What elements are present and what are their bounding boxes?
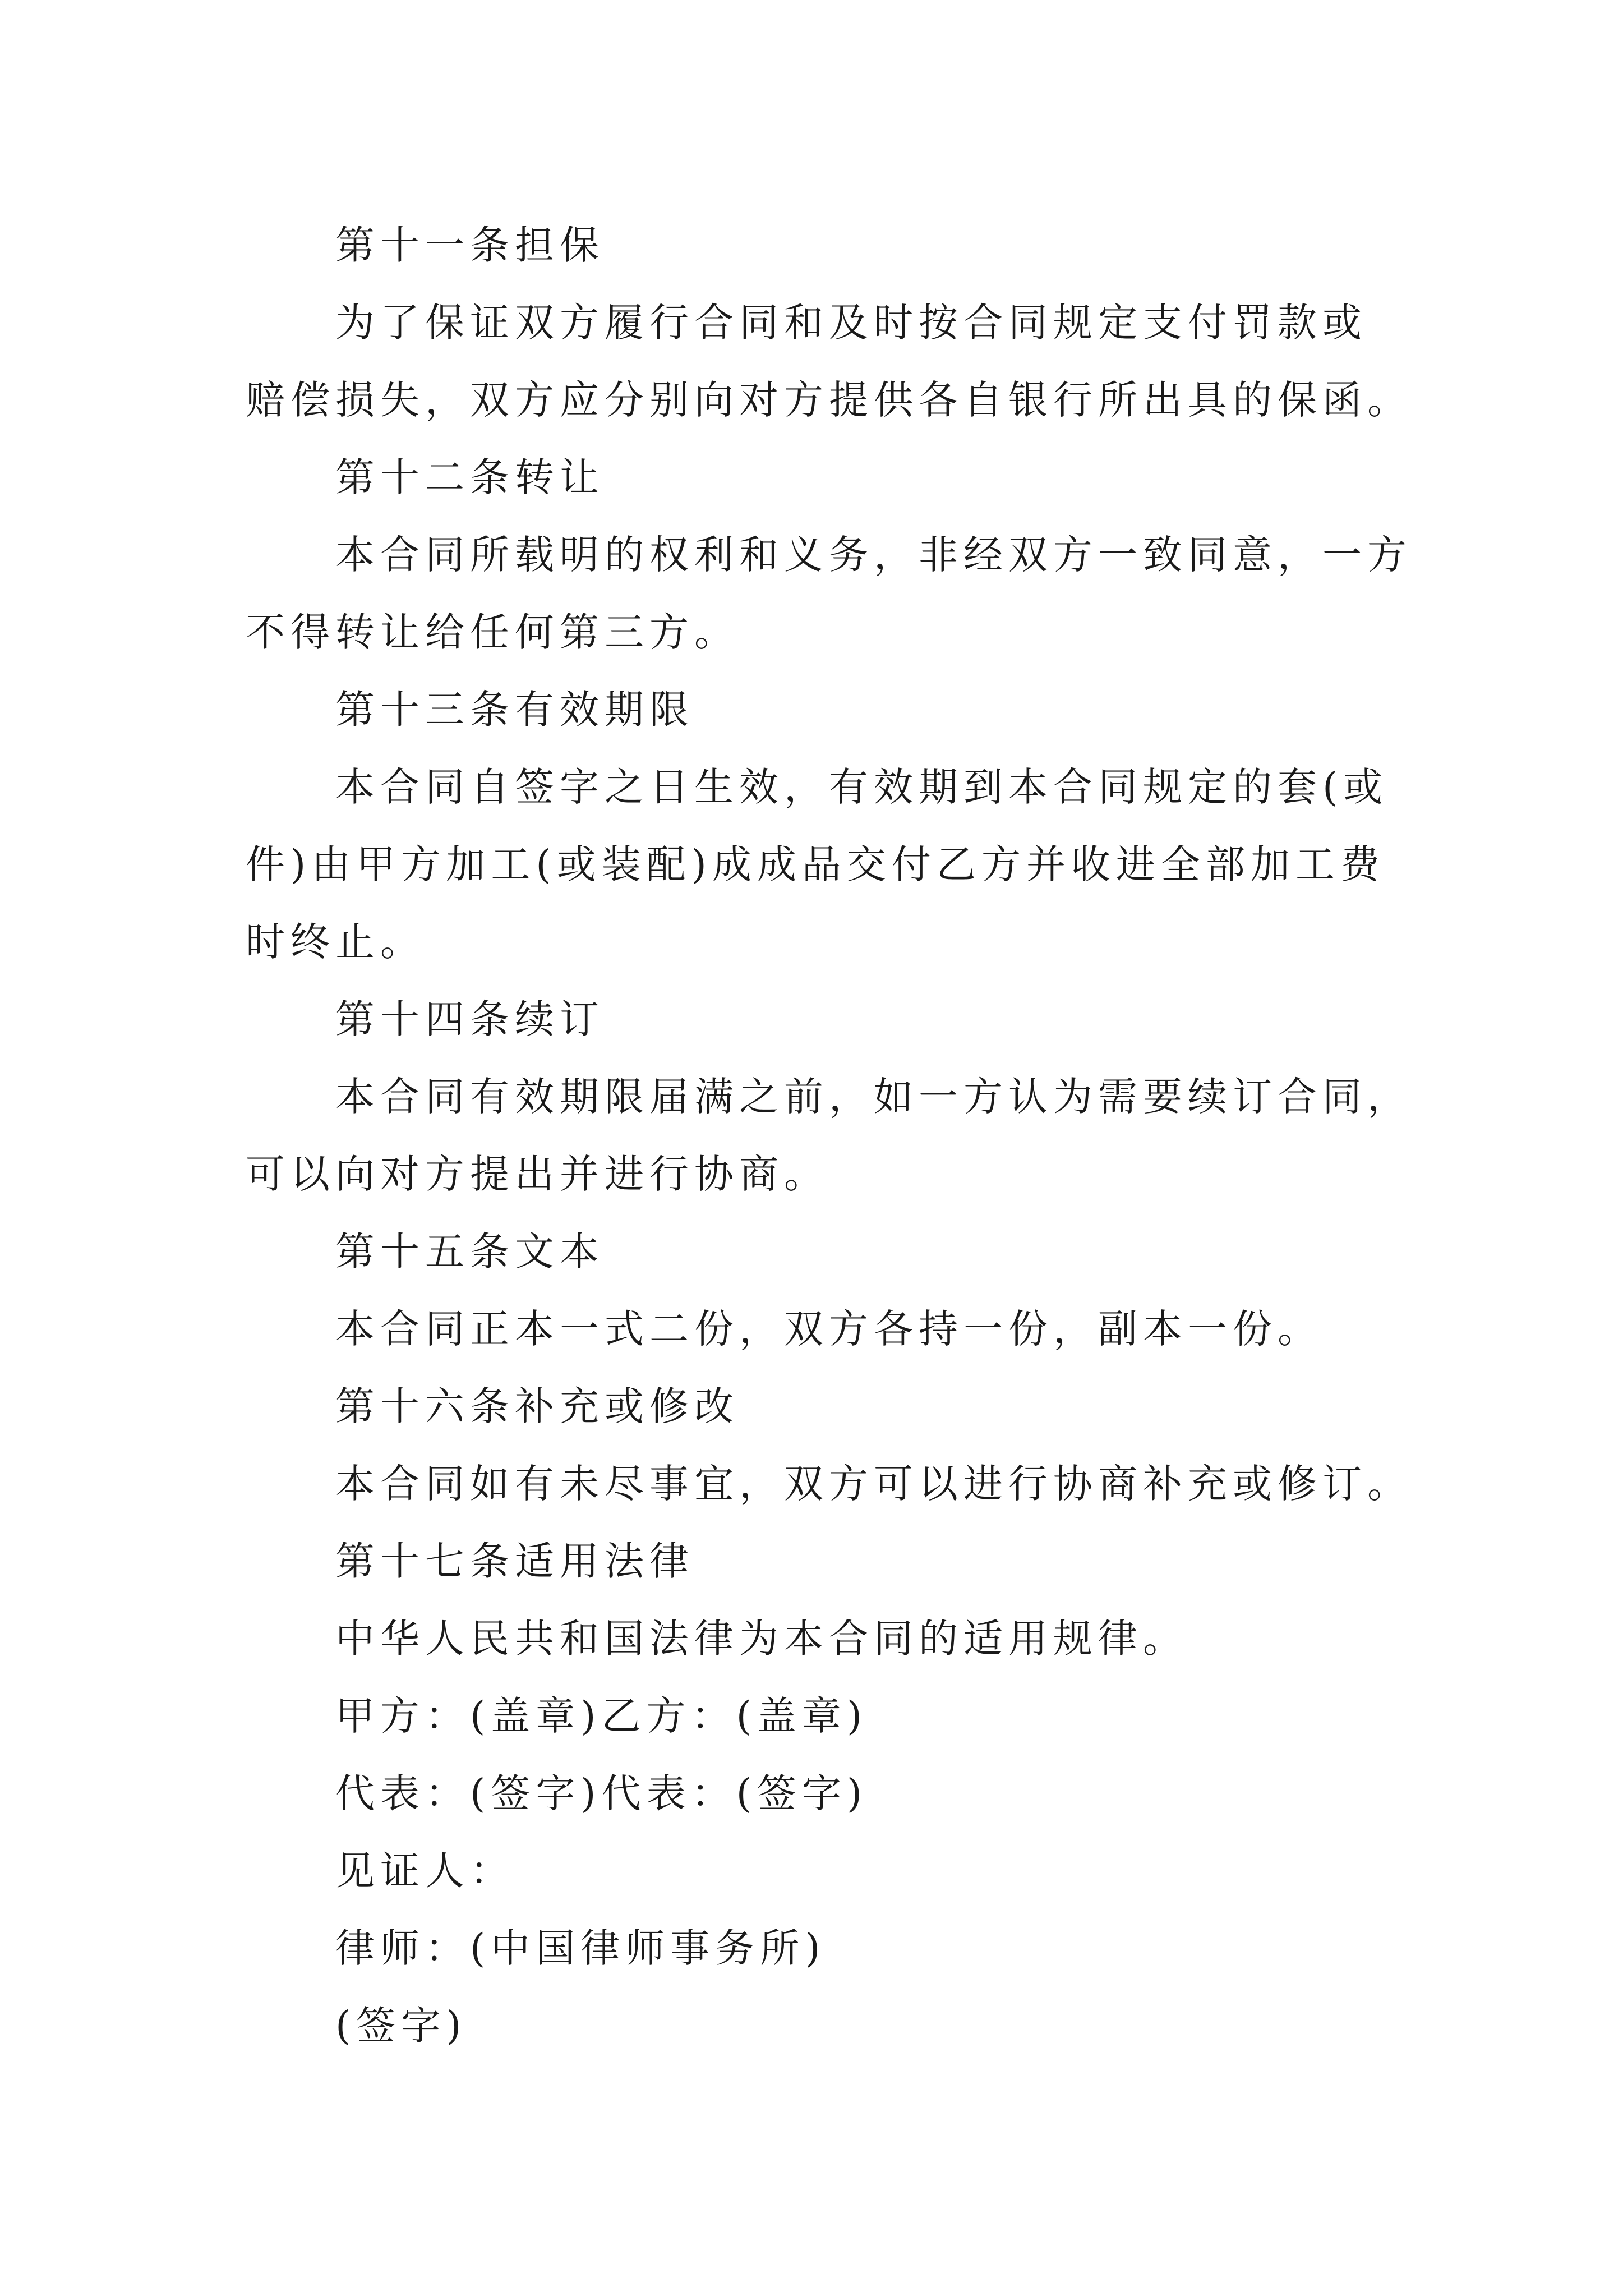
article-11-text-line-1: 为了保证双方履行合同和及时按合同规定支付罚款或 bbox=[335, 300, 1367, 346]
article-13-text-line-2: 件)由甲方加工(或装配)成成品交付乙方并收进全部加工费 bbox=[246, 841, 1385, 887]
article-13-text-line-3: 时终止。 bbox=[246, 919, 425, 965]
article-15-heading: 第十五条文本 bbox=[335, 1228, 605, 1274]
witness-label: 见证人： bbox=[335, 1848, 515, 1894]
article-13-heading: 第十三条有效期限 bbox=[335, 687, 694, 733]
article-14-text-line-2: 可以向对方提出并进行协商。 bbox=[246, 1151, 829, 1197]
document-body bbox=[246, 206, 1412, 2064]
article-12-text-line-2: 不得转让给任何第三方。 bbox=[246, 609, 739, 655]
lawyer-signature-line: (签字) bbox=[335, 2003, 467, 2049]
article-16-text: 本合同如有未尽事宜，双方可以进行协商补充或修订。 bbox=[335, 1461, 1412, 1507]
article-14-text-line-1: 本合同有效期限届满之前，如一方认为需要续订合同， bbox=[335, 1074, 1412, 1120]
article-17-heading: 第十七条适用法律 bbox=[335, 1538, 694, 1584]
article-13-text-line-1: 本合同自签字之日生效，有效期到本合同规定的套(或 bbox=[335, 764, 1389, 810]
article-11-text-line-2: 赔偿损失，双方应分别向对方提供各自银行所出具的保函。 bbox=[246, 377, 1412, 423]
lawyer-line: 律师：(中国律师事务所) bbox=[335, 1925, 826, 1971]
party-seal-line: 甲方：(盖章)乙方：(盖章) bbox=[335, 1693, 868, 1739]
article-16-heading: 第十六条补充或修改 bbox=[335, 1383, 739, 1429]
article-15-text: 本合同正本一式二份，双方各持一份，副本一份。 bbox=[335, 1306, 1322, 1352]
article-12-heading: 第十二条转让 bbox=[335, 454, 605, 500]
article-12-text-line-1: 本合同所载明的权利和义务，非经双方一致同意，一方 bbox=[335, 532, 1412, 578]
article-14-heading: 第十四条续订 bbox=[335, 996, 605, 1042]
representative-signature-line: 代表：(签字)代表：(签字) bbox=[335, 1770, 868, 1816]
article-11-heading: 第十一条担保 bbox=[335, 222, 605, 268]
article-17-text: 中华人民共和国法律为本合同的适用规律。 bbox=[335, 1616, 1188, 1662]
